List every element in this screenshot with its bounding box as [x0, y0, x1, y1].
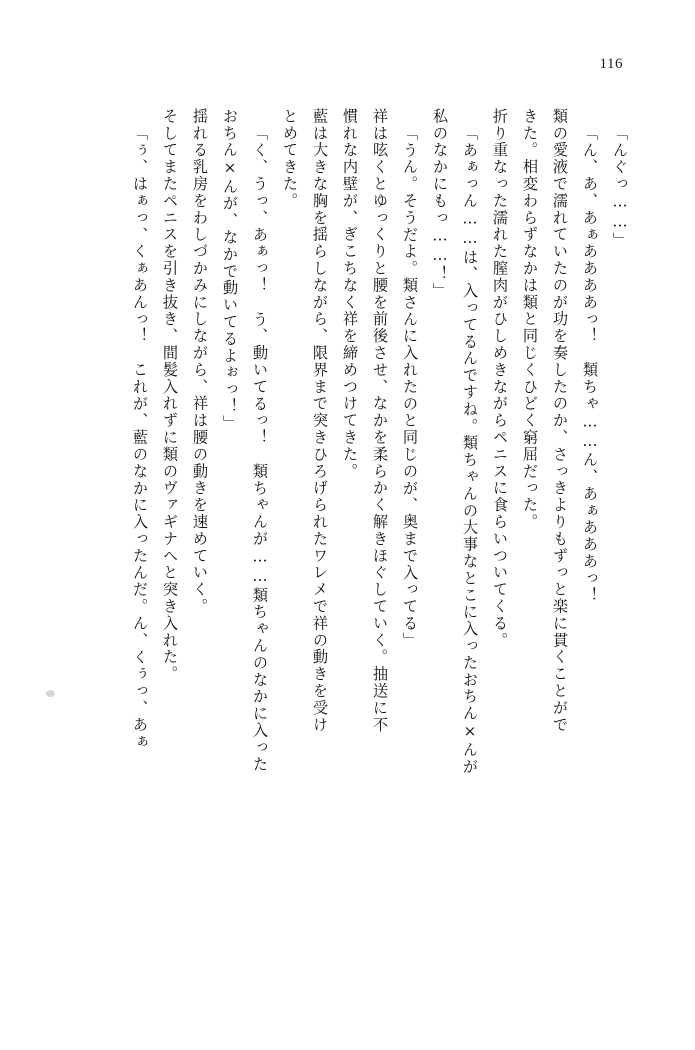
text-line: 藍は大きな胸を揺らしながら、限界まで突きひろげられたワレメで祥の動きを受け	[311, 108, 329, 734]
text-line: おちん×んが、なかで動いてるよぉっ！」	[221, 108, 239, 432]
paper-smudge	[46, 690, 55, 697]
text-line: 祥は呟くとゆっくりと腰を前後させ、なかを柔らかく解きほぐしていく。抽送に不	[371, 108, 389, 734]
text-line: きた。相変わらずなかは類と同じくひどく窮屈だった。	[521, 108, 539, 531]
page-number: 116	[599, 56, 623, 72]
text-line: 「く、うっ、あぁっ！ う、動いてるっ！ 類ちゃんが……類ちゃんのなかに入った	[251, 125, 269, 773]
text-line: そしてまたペニスを引き抜き、間髪入れずに類のヴァギナへと突き入れた。	[161, 108, 179, 683]
text-line: とめてきた。	[281, 108, 299, 210]
text-line: 「んぐっ……」	[611, 125, 629, 249]
text-line: 「ぅ、はぁっ、くぁあんっ！ これが、藍のなかに入ったんだ。ん、くぅっ、あぁ	[131, 125, 149, 751]
text-line: 揺れる乳房をわしづかみにしながら、祥は腰の動きを速めていく。	[191, 108, 209, 615]
text-line: 「ん、あ、あぁああああっ！ 類ちゃ……ん、あぁあああっ！	[581, 125, 599, 604]
text-line: 「あぁっん……は、入ってるんですね。類ちゃんの大事なとこに入ったおちん×んが	[461, 125, 479, 776]
text-line: 私のなかにもっ……！」	[431, 108, 449, 300]
body-text-block	[60, 108, 635, 960]
text-line: 折り重なった濡れた膣肉がひしめきながらペニスに食らいついてくる。	[491, 108, 509, 649]
text-line: 類の愛液で濡れていたのが功を奏したのか、さっきよりもずっと楽に貫くことがで	[551, 108, 569, 734]
text-line: 「うん。そうだよ。類さんに入れたのと同じのが、奥まで入ってる」	[401, 125, 419, 649]
text-line: 慣れな内壁が、ぎこちなく祥を締めつけてきた。	[341, 108, 359, 480]
